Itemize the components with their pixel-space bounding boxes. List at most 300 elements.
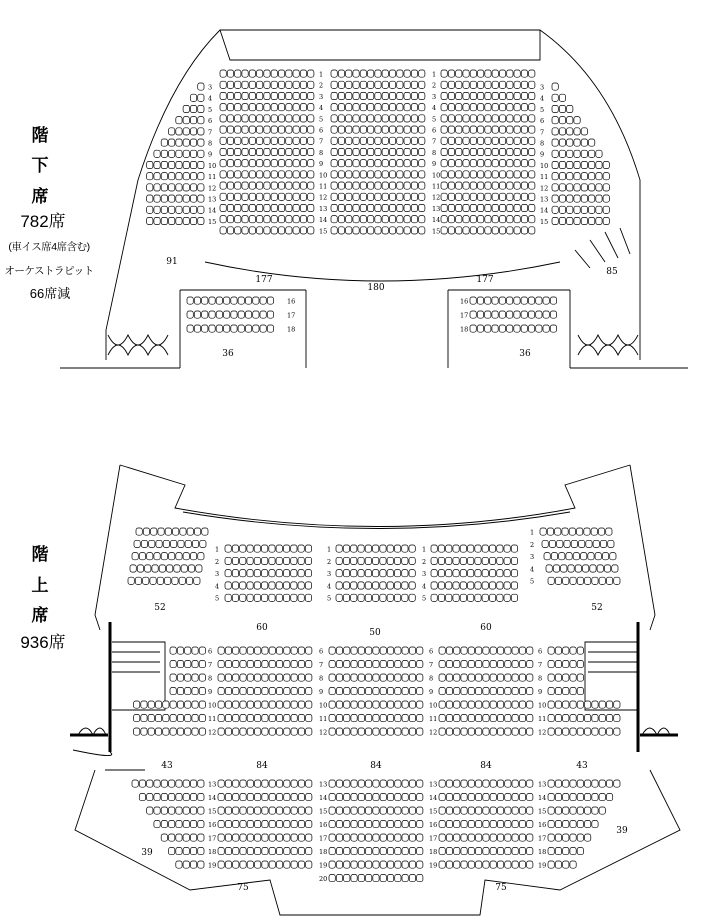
- seat: [505, 647, 511, 654]
- seat: [284, 674, 290, 681]
- seat: [293, 148, 299, 155]
- seat: [240, 594, 246, 601]
- seat: [571, 540, 577, 547]
- seat: [269, 794, 275, 801]
- seat: [249, 182, 255, 189]
- seat: [255, 647, 261, 654]
- seat: [441, 171, 447, 178]
- seat: [346, 137, 352, 144]
- seat: [485, 148, 491, 155]
- row-number: 13: [538, 780, 547, 789]
- seat: [490, 807, 496, 814]
- seat: [254, 557, 260, 564]
- seat: [585, 715, 591, 722]
- seat: [540, 528, 546, 535]
- row-number: 9: [319, 688, 324, 696]
- seat: [585, 821, 591, 828]
- seat: [286, 137, 292, 144]
- seat: [527, 861, 533, 868]
- seat: [308, 182, 314, 189]
- seat: [190, 206, 196, 213]
- seat: [453, 557, 459, 564]
- seat: [249, 70, 255, 77]
- seat-row: [331, 182, 425, 189]
- seat: [291, 570, 297, 577]
- seat: [470, 227, 476, 234]
- seat: [603, 195, 609, 202]
- seat: [567, 161, 573, 168]
- row-number: 2: [422, 557, 427, 566]
- seat-row: [329, 780, 423, 787]
- seat: [483, 701, 489, 708]
- seat: [567, 184, 573, 191]
- seat: [353, 137, 359, 144]
- seat: [563, 780, 569, 787]
- seat: [490, 821, 496, 828]
- seat: [242, 92, 248, 99]
- seat: [176, 821, 182, 828]
- row-number: 8: [432, 148, 437, 157]
- seat: [590, 565, 596, 572]
- seat: [262, 715, 268, 722]
- seat: [492, 137, 498, 144]
- seat: [461, 661, 467, 668]
- seat: [548, 661, 554, 668]
- row-number: 13: [429, 780, 438, 789]
- seat: [358, 875, 364, 882]
- seat-row: [336, 570, 415, 577]
- seat: [190, 195, 196, 202]
- seat-row: [329, 861, 423, 868]
- row-number: 12: [432, 193, 441, 202]
- row-number: 3: [422, 570, 427, 579]
- seat: [169, 150, 175, 157]
- seat: [612, 565, 618, 572]
- seat: [419, 227, 425, 234]
- seat: [521, 126, 527, 133]
- seat: [344, 780, 350, 787]
- seat: [577, 647, 583, 654]
- seat: [183, 195, 189, 202]
- seat: [242, 115, 248, 122]
- seat: [225, 545, 231, 552]
- seat: [397, 81, 403, 88]
- seat: [336, 780, 342, 787]
- seat: [286, 182, 292, 189]
- seat-row: [548, 848, 584, 855]
- seat: [380, 834, 386, 841]
- row-number: 13: [319, 204, 328, 213]
- seat: [176, 794, 182, 801]
- seat: [225, 557, 231, 564]
- seat: [353, 104, 359, 111]
- seat: [199, 715, 205, 722]
- row-number: 12: [540, 184, 549, 193]
- seat: [606, 715, 612, 722]
- seat: [255, 807, 261, 814]
- seat: [147, 195, 153, 202]
- seat: [499, 160, 505, 167]
- seat: [300, 160, 306, 167]
- seat: [242, 148, 248, 155]
- seat: [286, 126, 292, 133]
- seat: [276, 570, 282, 577]
- seat-row: [134, 701, 206, 708]
- row-number: 3: [432, 92, 437, 101]
- seat: [402, 794, 408, 801]
- seat-row: [431, 570, 518, 577]
- seat: [521, 115, 527, 122]
- seat: [548, 577, 554, 584]
- block-count-lower-left: 91: [166, 257, 178, 267]
- seat: [249, 104, 255, 111]
- seat: [240, 834, 246, 841]
- seat: [257, 148, 263, 155]
- row-number: 16: [538, 821, 547, 829]
- seat: [592, 577, 598, 584]
- seat: [305, 594, 311, 601]
- seat: [344, 875, 350, 882]
- seat: [514, 193, 520, 200]
- seat: [387, 728, 393, 735]
- seat: [482, 570, 488, 577]
- row-number: 14: [208, 206, 217, 215]
- seat: [247, 780, 253, 787]
- seat: [284, 688, 290, 695]
- seat: [308, 70, 314, 77]
- seat: [382, 126, 388, 133]
- seat: [497, 834, 503, 841]
- seat: [225, 821, 231, 828]
- seat: [419, 204, 425, 211]
- seat: [411, 126, 417, 133]
- seat: [360, 115, 366, 122]
- seat: [351, 582, 357, 589]
- seat: [497, 570, 503, 577]
- row-number: 5: [530, 577, 535, 586]
- row-number: 18: [429, 848, 438, 856]
- seat: [492, 325, 498, 332]
- seat: [461, 807, 467, 814]
- seat: [409, 794, 415, 801]
- seat: [233, 647, 239, 654]
- seat: [409, 647, 415, 654]
- seat: [505, 701, 511, 708]
- seat: [409, 661, 415, 668]
- seat: [478, 204, 484, 211]
- seat: [380, 780, 386, 787]
- seat-row: [441, 104, 535, 111]
- seat: [343, 570, 349, 577]
- seat: [247, 821, 253, 828]
- seat: [597, 565, 603, 572]
- seat: [147, 780, 153, 787]
- seat: [499, 171, 505, 178]
- seat-row: [220, 70, 314, 77]
- seat: [512, 701, 518, 708]
- seat: [463, 104, 469, 111]
- seat: [395, 661, 401, 668]
- seat: [235, 193, 241, 200]
- seat: [306, 794, 312, 801]
- seat: [247, 728, 253, 735]
- seat: [507, 126, 513, 133]
- seat: [225, 647, 231, 654]
- seat: [419, 115, 425, 122]
- seat: [298, 674, 304, 681]
- seat: [240, 688, 246, 695]
- row-number: 11: [538, 715, 547, 723]
- seat: [439, 807, 445, 814]
- seat: [402, 545, 408, 552]
- seat: [154, 780, 160, 787]
- block-count-lower-center-right: 177: [476, 275, 494, 285]
- seat: [497, 794, 503, 801]
- seat: [577, 715, 583, 722]
- seat: [291, 688, 297, 695]
- seat: [331, 92, 337, 99]
- seat: [492, 70, 498, 77]
- row-number: 1: [422, 545, 427, 554]
- seat-row: [225, 570, 312, 577]
- seat: [476, 834, 482, 841]
- seat: [461, 701, 467, 708]
- seat: [233, 728, 239, 735]
- seat: [417, 848, 423, 855]
- seat: [527, 701, 533, 708]
- seat: [227, 216, 233, 223]
- seat: [298, 661, 304, 668]
- seat: [344, 861, 350, 868]
- seat: [461, 834, 467, 841]
- seat: [446, 807, 452, 814]
- seat: [549, 540, 555, 547]
- seat: [358, 715, 364, 722]
- seat: [395, 780, 401, 787]
- seat: [358, 807, 364, 814]
- seat-row: [548, 701, 620, 708]
- seat: [478, 137, 484, 144]
- seat: [366, 834, 372, 841]
- seat: [242, 160, 248, 167]
- seat: [218, 780, 224, 787]
- seat: [353, 148, 359, 155]
- seat-row: [548, 807, 605, 814]
- block-count-upper-mid-left: 43: [161, 761, 173, 771]
- seat: [468, 545, 474, 552]
- row-number: 1: [327, 545, 332, 554]
- seat: [448, 182, 454, 189]
- seat: [247, 570, 253, 577]
- seat: [511, 582, 517, 589]
- seat: [395, 807, 401, 814]
- seat: [286, 104, 292, 111]
- seat: [589, 184, 595, 191]
- seat: [249, 216, 255, 223]
- seat: [470, 171, 476, 178]
- seat: [278, 115, 284, 122]
- seat: [264, 115, 270, 122]
- seat: [336, 821, 342, 828]
- seat-row: [552, 161, 609, 168]
- seat: [529, 171, 535, 178]
- seat: [446, 848, 452, 855]
- seat: [271, 137, 277, 144]
- row-number: 9: [538, 688, 543, 696]
- seat: [476, 780, 482, 787]
- seat: [387, 570, 393, 577]
- seat: [577, 794, 583, 801]
- seat: [331, 193, 337, 200]
- seat: [521, 92, 527, 99]
- seat: [338, 148, 344, 155]
- seat: [163, 701, 169, 708]
- seat: [404, 115, 410, 122]
- block-count-upper-mid-right: 43: [576, 761, 588, 771]
- seat-row: [220, 182, 314, 189]
- seat: [470, 115, 476, 122]
- seat: [231, 311, 237, 318]
- seat: [478, 171, 484, 178]
- seat: [478, 227, 484, 234]
- seat: [417, 728, 423, 735]
- seat: [283, 545, 289, 552]
- seat: [346, 171, 352, 178]
- seat: [542, 540, 548, 547]
- seat-row: [132, 780, 204, 787]
- seat: [389, 160, 395, 167]
- seat: [456, 171, 462, 178]
- seat: [599, 728, 605, 735]
- seat: [441, 115, 447, 122]
- seat: [463, 227, 469, 234]
- seat-row: [470, 297, 557, 304]
- seat: [271, 92, 277, 99]
- seat-row: [218, 780, 312, 787]
- seat: [397, 227, 403, 234]
- seat: [402, 661, 408, 668]
- seat: [380, 647, 386, 654]
- seat: [190, 821, 196, 828]
- seat: [187, 311, 193, 318]
- row-number: 4: [327, 582, 332, 591]
- seat: [368, 160, 374, 167]
- seat: [375, 81, 381, 88]
- seat: [264, 193, 270, 200]
- seat-row: [331, 148, 425, 155]
- seat: [161, 173, 167, 180]
- seat: [397, 70, 403, 77]
- seat: [194, 325, 200, 332]
- seat: [344, 807, 350, 814]
- seat: [242, 216, 248, 223]
- seat: [147, 173, 153, 180]
- seat: [456, 137, 462, 144]
- row-number: 6: [540, 117, 545, 126]
- seat: [529, 204, 535, 211]
- seat: [511, 545, 517, 552]
- seat: [603, 173, 609, 180]
- seat-row: [225, 594, 312, 601]
- seat: [490, 780, 496, 787]
- seat: [360, 227, 366, 234]
- seat: [529, 193, 535, 200]
- seat: [585, 780, 591, 787]
- seat: [155, 715, 161, 722]
- seat: [249, 171, 255, 178]
- seat: [382, 216, 388, 223]
- row-number: 8: [429, 674, 434, 683]
- seat: [373, 545, 379, 552]
- seat-row: [552, 173, 609, 180]
- seat: [368, 182, 374, 189]
- seat: [529, 160, 535, 167]
- seat: [276, 582, 282, 589]
- seat-row: [220, 92, 314, 99]
- seat: [373, 834, 379, 841]
- seat-row: [187, 297, 274, 304]
- seat: [419, 126, 425, 133]
- seat: [169, 821, 175, 828]
- seat: [351, 674, 357, 681]
- row-number: 15: [208, 807, 217, 816]
- seat: [460, 582, 466, 589]
- seat: [570, 577, 576, 584]
- row-number: 8: [540, 139, 545, 148]
- seat: [567, 139, 573, 146]
- seat: [147, 184, 153, 191]
- seat: [147, 161, 153, 168]
- seat: [380, 728, 386, 735]
- seat: [298, 557, 304, 564]
- seat: [375, 171, 381, 178]
- seat: [497, 821, 503, 828]
- seat: [344, 834, 350, 841]
- seat-row: [220, 216, 314, 223]
- row-number: 5: [208, 105, 213, 114]
- seat: [306, 834, 312, 841]
- seat: [527, 728, 533, 735]
- seat-row: [331, 81, 425, 88]
- row-number: 17: [429, 834, 438, 843]
- seat: [284, 728, 290, 735]
- seat: [262, 545, 268, 552]
- seat: [402, 701, 408, 708]
- seat: [499, 137, 505, 144]
- seat: [478, 126, 484, 133]
- seat: [373, 661, 379, 668]
- seat: [262, 780, 268, 787]
- seat: [249, 92, 255, 99]
- seat: [227, 193, 233, 200]
- seat: [382, 137, 388, 144]
- seat: [284, 661, 290, 668]
- row-number: 14: [432, 216, 441, 225]
- seat: [306, 861, 312, 868]
- seat: [262, 594, 268, 601]
- seat: [170, 728, 176, 735]
- seat: [453, 545, 459, 552]
- seat: [368, 92, 374, 99]
- seat: [529, 137, 535, 144]
- seat: [154, 217, 160, 224]
- row-number: 6: [432, 126, 437, 135]
- seat: [194, 528, 200, 535]
- seat: [291, 861, 297, 868]
- seat-row: [220, 171, 314, 178]
- seat: [475, 545, 481, 552]
- seat: [614, 701, 620, 708]
